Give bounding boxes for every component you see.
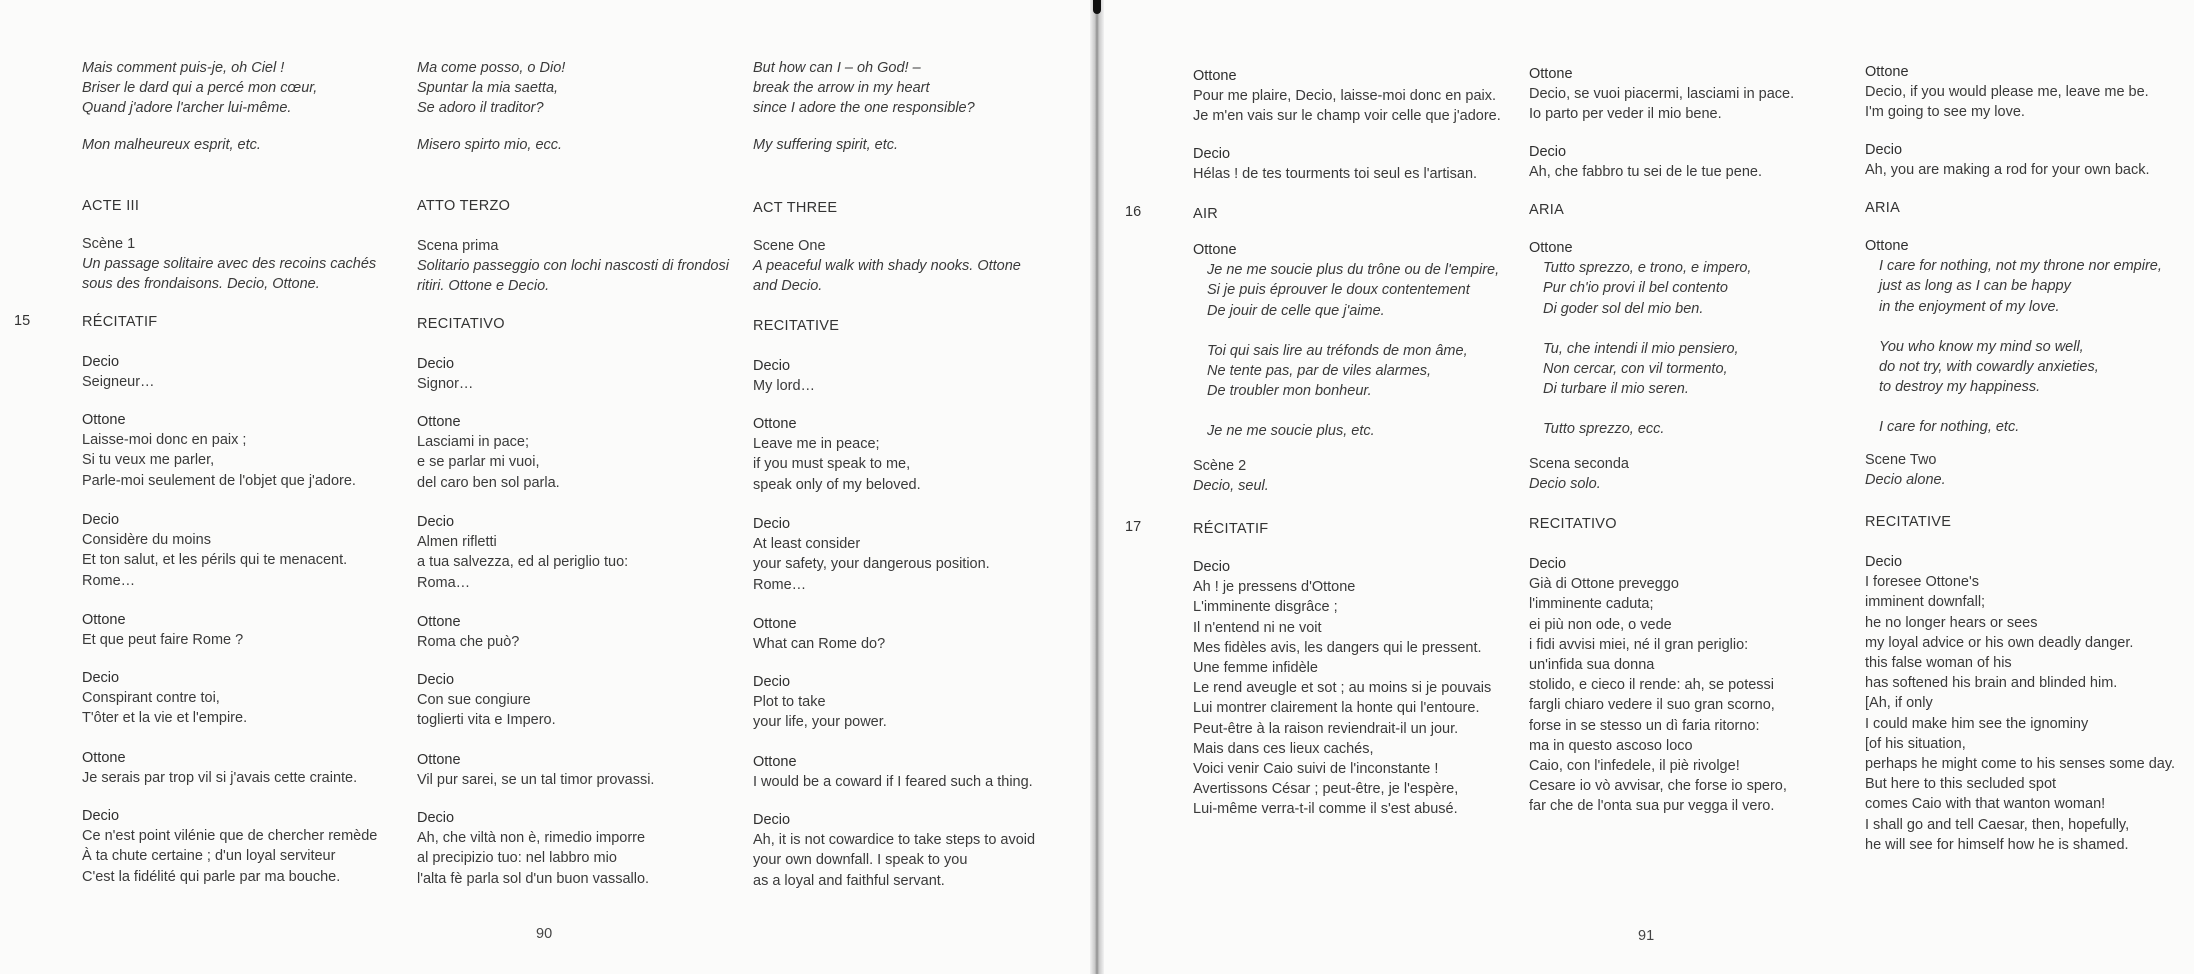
dialogue-line: i fidi avvisi miei, né il gran periglio: [1529, 636, 1749, 653]
speech-block [1529, 64, 1859, 125]
scene-block [1193, 456, 1523, 496]
section-heading: RÉCITATIF [82, 314, 158, 330]
aria-stanza [1865, 256, 2190, 317]
scene-block [753, 236, 1083, 297]
aria-line: Tutto sprezzo, e trono, e impero, [1543, 260, 1752, 277]
aria-line: Je ne me soucie plus du trône ou de l'empire, [1207, 262, 1500, 279]
aria-line: De jouir de celle que j'aime. [1207, 302, 1385, 319]
heading-block [1193, 519, 1523, 539]
speaker-name: Ottone [417, 752, 461, 768]
dialogue-line: I'm going to see my love. [1865, 104, 2025, 121]
aria-stanza [1529, 419, 1859, 439]
verse-line: Se adoro il traditor? [417, 100, 544, 117]
dialogue-line: your safety, your dangerous position. [753, 556, 990, 573]
speech-block [82, 510, 402, 591]
speech-block [753, 514, 1083, 595]
dialogue-line: Rome… [753, 576, 807, 593]
scene-title: Scene One [753, 238, 826, 254]
speaker-name: Decio [82, 670, 120, 686]
aria-line: Tu, che intendi il mio pensiero, [1543, 340, 1739, 357]
dialogue-line: Et que peut faire Rome ? [82, 632, 244, 649]
speech-block [1193, 557, 1523, 820]
dialogue-line: this false woman of his [1865, 655, 2012, 672]
verse-block [753, 135, 1083, 155]
speech-block [82, 352, 402, 392]
dialogue-line: At least consider [753, 536, 861, 553]
dialogue-line: Con sue congiure [417, 692, 531, 709]
verse-line: But how can I – oh God! – [753, 60, 921, 76]
dialogue-line: Laisse-moi donc en paix ; [82, 432, 247, 449]
aria-line: I care for nothing, etc. [1879, 419, 2020, 436]
dialogue-line: Roma che può? [417, 634, 520, 651]
dialogue-line: Avertissons César ; peut-être, je l'espère, [1193, 781, 1459, 798]
aria-line: De troubler mon bonheur. [1207, 383, 1372, 400]
dialogue-line: stolido, e cieco il rende: ah, se potessi [1529, 677, 1775, 694]
verse-block [82, 135, 402, 155]
speech-block [1193, 144, 1523, 184]
speech-block [417, 750, 737, 790]
speaker-name: Ottone [1193, 242, 1237, 258]
section-number: 16 [1125, 204, 1142, 220]
section-heading: RECITATIVE [1865, 514, 1952, 530]
speech-block [82, 668, 402, 729]
speech-block [753, 810, 1083, 891]
dialogue-line: Ah, it is not cowardice to take steps to avoid [753, 832, 1036, 849]
aria-line: You who know my mind so well, [1879, 338, 2084, 355]
verse-line: since I adore the one responsible? [753, 100, 975, 117]
heading-block [1865, 512, 2190, 532]
dialogue-line: What can Rome do? [753, 636, 886, 653]
aria-stanza [1193, 341, 1523, 402]
aria-stanza [1529, 339, 1859, 400]
speaker-name: Decio [1529, 144, 1567, 160]
speech-block [1865, 140, 2190, 180]
section-heading: ATTO TERZO [417, 198, 511, 214]
dialogue-line: Je serais par trop vil si j'avais cette crainte. [82, 770, 358, 787]
aria-line: Ne tente pas, par de viles alarmes, [1207, 363, 1432, 380]
dialogue-line: I could make him see the ignominy [1865, 715, 2089, 732]
aria-line: in the enjoyment of my love. [1879, 298, 2060, 315]
aria-stanza [1529, 258, 1859, 319]
section-heading: ARIA [1529, 202, 1565, 218]
verse-block [82, 58, 402, 119]
stage-direction: Un passage solitaire avec des recoins cachés [82, 256, 377, 273]
scene-block [1529, 454, 1859, 494]
speech-block [753, 672, 1083, 733]
scene-block [417, 236, 737, 297]
speaker-name: Ottone [82, 612, 126, 628]
speaker-name: Decio [1865, 554, 1903, 570]
dialogue-line: far che de l'onta sua pur vegga il vero. [1529, 798, 1775, 815]
dialogue-line: Già di Ottone preveggo [1529, 576, 1679, 593]
dialogue-line: Leave me in peace; [753, 436, 880, 453]
aria-line: Di goder sol del mio ben. [1543, 300, 1704, 317]
speech-block [82, 806, 402, 887]
heading-block [753, 316, 1083, 336]
speaker-name: Decio [417, 672, 455, 688]
speaker-name: Decio [417, 810, 455, 826]
speaker-name: Decio [417, 514, 455, 530]
dialogue-line: I foresee Ottone's [1865, 574, 1979, 591]
heading-block [82, 312, 402, 332]
heading-block [753, 198, 1083, 218]
speaker-name: Decio [753, 516, 791, 532]
speech-block [82, 748, 402, 788]
dialogue-line: Ce n'est point vilénie que de chercher remède [82, 828, 378, 845]
bookmark-tip [1093, 0, 1101, 14]
dialogue-line: Signor… [417, 376, 474, 393]
page-number-left: 90 [536, 926, 553, 942]
speech-block [417, 612, 737, 652]
dialogue-line: Je m'en vais sur le champ voir celle que j'adore. [1193, 108, 1501, 125]
heading-block [1529, 514, 1859, 534]
speaker-name: Decio [82, 512, 120, 528]
section-heading: ARIA [1865, 200, 1901, 216]
section-heading: RECITATIVO [417, 316, 505, 332]
verse-line: Briser le dard qui a percé mon cœur, [82, 80, 318, 97]
dialogue-line: has softened his brain and blinded him. [1865, 675, 2118, 692]
aria-stanza [1865, 337, 2190, 398]
aria-line: Pur ch'io provi il bel contento [1543, 280, 1728, 297]
scene-title: Scena seconda [1529, 456, 1629, 472]
dialogue-line: Decio, if you would please me, leave me be. [1865, 84, 2149, 101]
dialogue-line: Voici venir Caio suivi de l'inconstante ! [1193, 761, 1439, 778]
scene-block [82, 234, 402, 295]
dialogue-line: ei più non ode, o vede [1529, 616, 1672, 633]
speaker-name: Decio [82, 808, 120, 824]
heading-block [417, 196, 737, 216]
dialogue-line: l'imminente caduta; [1529, 596, 1654, 613]
dialogue-line: Lui montrer clairement la honte qui l'entoure. [1193, 700, 1480, 717]
speech-block [753, 356, 1083, 396]
dialogue-line: Pour me plaire, Decio, laisse-moi donc en paix. [1193, 88, 1497, 105]
dialogue-line: Ah, che viltà non è, rimedio imporre [417, 830, 646, 847]
dialogue-line: Ah ! je pressens d'Ottone [1193, 579, 1356, 596]
dialogue-line: Cesare io vò avvisar, che forse io spero, [1529, 778, 1787, 795]
speaker-name: Decio [1865, 142, 1903, 158]
stage-direction: sous des frondaisons. Decio, Ottone. [82, 276, 320, 293]
book-gutter [1090, 0, 1104, 974]
speech-block [753, 414, 1083, 495]
speaker-name: Ottone [1865, 64, 1909, 80]
dialogue-line: Hélas ! de tes tourments toi seul es l'artisan. [1193, 166, 1478, 183]
dialogue-line: Io parto per veder il mio bene. [1529, 106, 1722, 123]
dialogue-line: Vil pur sarei, se un tal timor provassi. [417, 772, 655, 789]
aria-stanza [1865, 417, 2190, 437]
speech-block [82, 410, 402, 491]
dialogue-line: Conspirant contre toi, [82, 690, 220, 707]
dialogue-line: Seigneur… [82, 374, 155, 391]
speaker-name: Decio [753, 812, 791, 828]
speaker-name: Decio [82, 354, 120, 370]
speaker-name: Ottone [82, 412, 126, 428]
speech-block [417, 354, 737, 394]
dialogue-line: my loyal advice or his own deadly danger. [1865, 634, 2134, 651]
dialogue-line: Une femme infidèle [1193, 660, 1318, 677]
verse-line: break the arrow in my heart [753, 80, 930, 97]
aria-block [1865, 236, 2190, 438]
aria-line: I care for nothing, not my throne nor empire, [1879, 258, 2162, 275]
speech-block [417, 512, 737, 593]
dialogue-line: Roma… [417, 574, 471, 591]
verse-line: Ma come posso, o Dio! [417, 60, 566, 76]
verse-line: Mon malheureux esprit, etc. [82, 137, 261, 153]
dialogue-line: a tua salvezza, ed al periglio tuo: [417, 554, 629, 571]
speaker-name: Ottone [1529, 66, 1573, 82]
dialogue-line: But here to this secluded spot [1865, 776, 2057, 793]
dialogue-line: Le rend aveugle et sot ; au moins si je pouvais [1193, 680, 1492, 697]
speech-block [1865, 552, 2190, 855]
dialogue-line: your life, your power. [753, 714, 887, 731]
dialogue-line: comes Caio with that wanton woman! [1865, 796, 2106, 813]
speaker-name: Ottone [1529, 240, 1573, 256]
speaker-name: Ottone [417, 614, 461, 630]
dialogue-line: [of his situation, [1865, 735, 1966, 752]
dialogue-line: Plot to take [753, 694, 826, 711]
dialogue-line: Si tu veux me parler, [82, 452, 215, 469]
speaker-name: Decio [753, 674, 791, 690]
dialogue-line: Decio, se vuoi piacermi, lasciami in pace. [1529, 86, 1795, 103]
stage-direction: and Decio. [753, 278, 823, 295]
speech-block [82, 610, 402, 650]
speaker-name: Decio [417, 356, 455, 372]
dialogue-line: T'ôter et la vie et l'empire. [82, 710, 248, 727]
speaker-name: Ottone [82, 750, 126, 766]
heading-block [1865, 198, 2190, 218]
section-number: 15 [14, 313, 31, 329]
aria-line: Tutto sprezzo, ecc. [1543, 421, 1665, 438]
dialogue-line: l'alta fè parla sol d'un buon vassallo. [417, 870, 650, 887]
dialogue-line: forse in se stesso un dì faria ritorno: [1529, 717, 1760, 734]
aria-line: Toi qui sais lire au tréfonds de mon âme, [1207, 342, 1468, 359]
aria-block [1529, 238, 1859, 440]
verse-line: Misero spirto mio, ecc. [417, 137, 563, 153]
dialogue-line: Mes fidèles avis, les dangers qui le pressent. [1193, 639, 1482, 656]
dialogue-line: your own downfall. I speak to you [753, 852, 968, 869]
speech-block [753, 614, 1083, 654]
aria-line: Di turbare il mio seren. [1543, 381, 1689, 398]
aria-line: Je ne me soucie plus, etc. [1207, 423, 1375, 440]
speaker-name: Ottone [753, 754, 797, 770]
section-heading: RECITATIVE [753, 318, 840, 334]
page-number-right: 91 [1638, 928, 1655, 944]
heading-block [1193, 204, 1523, 224]
speech-block [1529, 554, 1859, 817]
dialogue-line: he no longer hears or sees [1865, 614, 2038, 631]
speaker-name: Ottone [1193, 68, 1237, 84]
aria-line: just as long as I can be happy [1879, 278, 2071, 295]
dialogue-line: Et ton salut, et les périls qui te menacent. [82, 552, 348, 569]
scene-block [1865, 450, 2190, 490]
speech-block [753, 752, 1083, 792]
speaker-name: Ottone [1865, 238, 1909, 254]
dialogue-line: speak only of my beloved. [753, 476, 921, 493]
stage-direction: ritiri. Ottone e Decio. [417, 278, 550, 295]
stage-direction: Decio, seul. [1193, 478, 1269, 495]
verse-block [417, 135, 737, 155]
dialogue-line: C'est la fidélité qui parle par ma bouche. [82, 868, 341, 885]
dialogue-line: I shall go and tell Caesar, then, hopefully, [1865, 816, 2130, 833]
verse-line: Mais comment puis-je, oh Ciel ! [82, 60, 285, 76]
dialogue-line: À ta chute certaine ; d'un loyal serviteur [82, 848, 336, 865]
dialogue-line: fargli chiaro vedere il suo gran scorno, [1529, 697, 1775, 714]
scene-title: Scène 1 [82, 236, 136, 252]
section-number: 17 [1125, 519, 1142, 535]
section-heading: RECITATIVO [1529, 516, 1617, 532]
dialogue-line: imminent downfall; [1865, 594, 1986, 611]
scene-title: Scène 2 [1193, 458, 1247, 474]
dialogue-line: ma in questo ascoso loco [1529, 737, 1693, 754]
dialogue-line: toglierti vita e Impero. [417, 712, 556, 729]
speaker-name: Decio [1193, 559, 1231, 575]
verse-line: Quand j'adore l'archer lui-même. [82, 100, 292, 117]
dialogue-line: del caro ben sol parla. [417, 474, 560, 491]
dialogue-line: My lord… [753, 378, 816, 395]
aria-line: Si je puis éprouver le doux contentement [1207, 282, 1470, 299]
speech-block [1193, 66, 1523, 127]
dialogue-line: un'infida sua donna [1529, 657, 1655, 674]
aria-line: Non cercar, con vil tormento, [1543, 361, 1728, 378]
dialogue-line: he will see for himself how he is shamed. [1865, 836, 2129, 853]
speaker-name: Ottone [753, 416, 797, 432]
speaker-name: Decio [1529, 556, 1567, 572]
dialogue-line: Almen rifletti [417, 534, 497, 551]
stage-direction: Decio alone. [1865, 472, 1946, 489]
aria-stanza [1193, 260, 1523, 321]
aria-stanza [1193, 421, 1523, 441]
dialogue-line: Lui-même verra-t-il comme il s'est abusé. [1193, 801, 1458, 818]
dialogue-line: Caio, con l'infedele, il piè rivolge! [1529, 758, 1740, 775]
heading-block [1529, 200, 1859, 220]
speaker-name: Ottone [417, 414, 461, 430]
dialogue-line: L'imminente disgrâce ; [1193, 599, 1338, 616]
dialogue-line: Mais dans ces lieux cachés, [1193, 740, 1374, 757]
dialogue-line: Considère du moins [82, 532, 211, 549]
speech-block [1529, 142, 1859, 182]
dialogue-line: perhaps he might come to his senses some day. [1865, 756, 2176, 773]
aria-line: do not try, with cowardly anxieties, [1879, 359, 2099, 376]
speaker-name: Ottone [753, 616, 797, 632]
dialogue-line: Ah, you are making a rod for your own back. [1865, 162, 2150, 179]
verse-block [753, 58, 1083, 119]
verse-line: My suffering spirit, etc. [753, 137, 899, 153]
speaker-name: Decio [1193, 146, 1231, 162]
dialogue-line: Il n'entend ni ne voit [1193, 619, 1322, 636]
section-heading: ACTE III [82, 198, 140, 214]
speech-block [417, 412, 737, 493]
heading-block [82, 196, 402, 216]
speech-block [1865, 62, 2190, 123]
section-heading: ACT THREE [753, 200, 838, 216]
stage-direction: A peaceful walk with shady nooks. Ottone [753, 258, 1021, 275]
heading-block [417, 314, 737, 334]
dialogue-line: as a loyal and faithful servant. [753, 872, 945, 889]
speech-block [417, 670, 737, 731]
section-heading: RÉCITATIF [1193, 521, 1269, 537]
stage-direction: Decio solo. [1529, 476, 1601, 493]
scene-title: Scene Two [1865, 452, 1937, 468]
dialogue-line: [Ah, if only [1865, 695, 1933, 712]
dialogue-line: Lasciami in pace; [417, 434, 530, 451]
dialogue-line: Parle-moi seulement de l'objet que j'adore. [82, 472, 356, 489]
dialogue-line: Ah, che fabbro tu sei de le tue pene. [1529, 164, 1762, 181]
scene-title: Scena prima [417, 238, 499, 254]
verse-line: Spuntar la mia saetta, [417, 80, 559, 97]
speech-block [417, 808, 737, 889]
dialogue-line: if you must speak to me, [753, 456, 911, 473]
dialogue-line: e se parlar mi vuoi, [417, 454, 540, 471]
aria-line: to destroy my happiness. [1879, 379, 2041, 396]
aria-block [1193, 240, 1523, 442]
speaker-name: Decio [753, 358, 791, 374]
verse-block [417, 58, 737, 119]
section-heading: AIR [1193, 206, 1219, 222]
dialogue-line: al precipizio tuo: nel labbro mio [417, 850, 617, 867]
dialogue-line: I would be a coward if I feared such a thing. [753, 774, 1033, 791]
dialogue-line: Peut-être à la raison reviendrait-il un jour. [1193, 720, 1459, 737]
dialogue-line: Rome… [82, 572, 136, 589]
stage-direction: Solitario passeggio con lochi nascosti di frondosi [417, 258, 729, 275]
